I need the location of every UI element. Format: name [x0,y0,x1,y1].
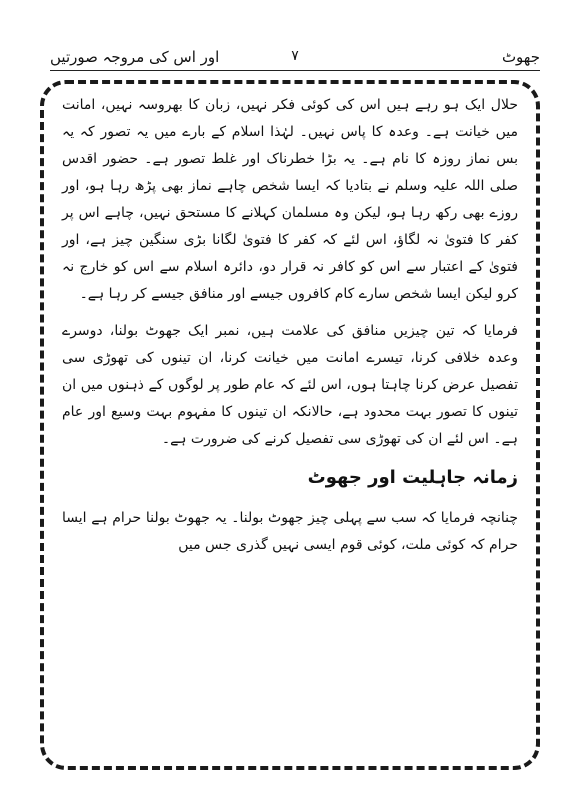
running-title-left: اور اس کی مروجہ صورتیں [50,48,220,66]
body-paragraph-1: حلال ایک ہو رہے ہیں اس کی کوئی فکر نہیں، زبان کا بھروسہ نہیں، امانت میں خیانت ہے۔ وعدہ کا پاس نہیں۔ لہٰذا اسلام کے بارے میں یہ تصور کہ یہ بس نماز روزہ کا نام ہے۔ یہ بڑا خطرناک اور غلط تصور ہے۔ حضور اقدس صلی اللہ علیہ وسلم نے بتادیا کہ ایسا شخص چاہے نماز بھی پڑھ رہا ہو، اور روزے بھی رکھ رہا ہو، لیکن وہ مسلمان کہلانے کا مستحق نہیں، چاہے اس پر کفر کا فتویٰ نہ لگاؤ، اس لئے کہ کفر کا فتویٰ لگانا بڑی سنگین چیز ہے، اور فتویٰ کے اعتبار سے اس کو کافر نہ قرار دو، دائرہ اسلام سے اس کو خارج نہ کرو لیکن ایسا شخص سارے کام کافروں جیسے اور منافق جیسے کر رہا ہے۔ [62,97,518,302]
body-paragraph-2: فرمایا کہ تین چیزیں منافق کی علامت ہیں، نمبر ایک جھوٹ بولنا، دوسرے وعدہ خلافی کرنا، تیسرے امانت میں خیانت کرنا، ان تینوں کی تھوڑی سی تفصیل عرض کرنا چاہتا ہوں، اس لئے کہ عام طور پر لوگوں کے ذہنوں میں ان تینوں کا تصور بہت محدود ہے، حالانکہ ان تینوں کا مفہوم بہت وسیع اور عام ہے۔ اس لئے ان کی تھوڑی سی تفصیل کرنے کی ضرورت ہے۔ [62,323,518,447]
page-header [50,44,540,72]
body-paragraph-3: چنانچہ فرمایا کہ سب سے پہلی چیز جھوٹ بولنا۔ یہ جھوٹ بولنا حرام ہے ایسا حرام کہ کوئی ملت، کوئی قوم ایسی نہیں گذری جس میں [62,510,518,553]
page-number: ۷ [291,48,299,64]
page-body [62,92,518,752]
running-title-right: جھوٹ [501,48,540,66]
section-heading: زمانہ جاہلیت اور جھوٹ [307,467,518,488]
header-divider [50,70,540,71]
